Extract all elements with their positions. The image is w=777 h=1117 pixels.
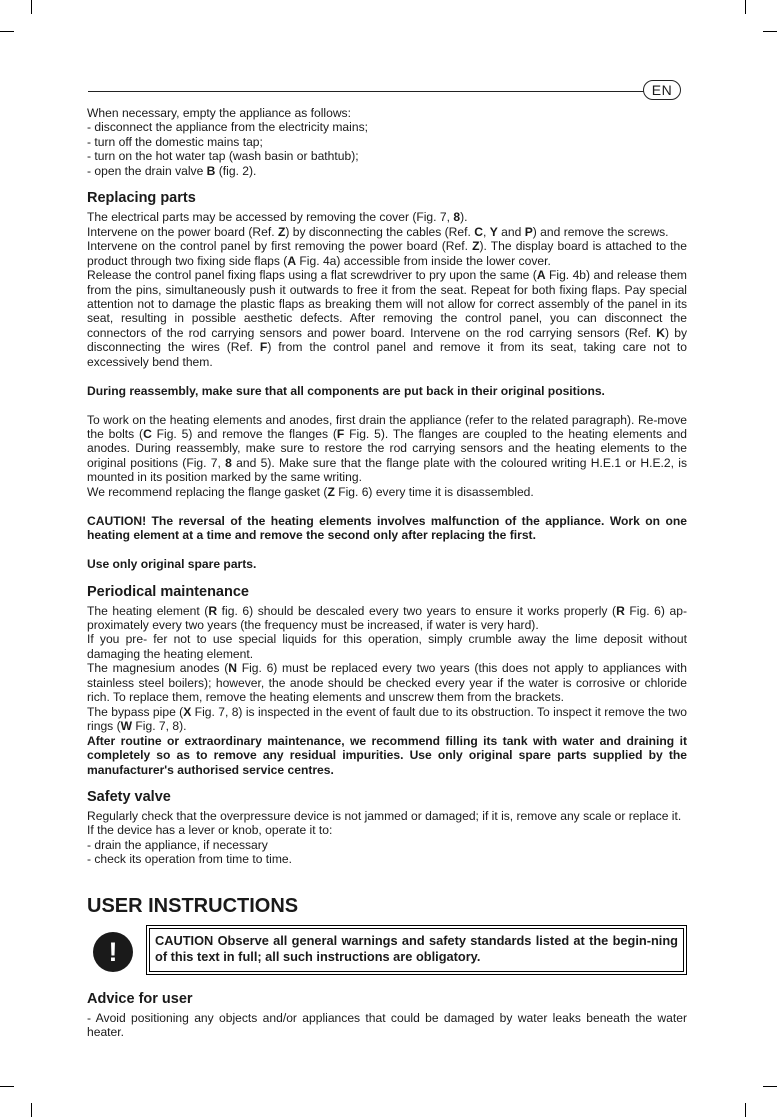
crop-mark: [0, 1086, 14, 1087]
list-item: - disconnect the appliance from the electricity mains;: [87, 120, 368, 135]
safety-valve-list: [87, 838, 687, 867]
crop-mark: [763, 1086, 777, 1087]
list-item: - turn on the hot water tap (wash basin or bathtub);: [87, 149, 359, 164]
user-instructions-title: USER INSTRUCTIONS: [87, 894, 299, 917]
section-heading-advice-for-user: Advice for user: [87, 990, 193, 1007]
caution-note: CAUTION! The reversal of the heating elements involves malfunction of the appliance. Work on one heating element at a time and remove the second only after replacing the first.: [87, 513, 687, 543]
reassembly-note: During reassembly, make sure that all components are put back in their original positions.: [87, 383, 605, 398]
language-badge: EN: [643, 80, 681, 100]
user-caution-block: [87, 925, 687, 979]
caution-text: CAUTION Observe all general warnings and safety standards listed at the begin-ning of this text in full; all such instructions are obligatory.: [149, 928, 684, 972]
spare-parts-note: Use only original spare parts.: [87, 557, 257, 572]
list-item: - turn off the domestic mains tap;: [87, 134, 263, 149]
maintenance-note: After routine or extraordinary maintenance, we recommend filling its tank with water and draining it completely so as to remove any residual impurities. Use only original spare parts supplied by the manufacturer's authorised service centres.: [87, 733, 687, 777]
section-heading-replacing-parts: Replacing parts: [87, 190, 196, 207]
list-item: - check its operation from time to time.: [87, 852, 292, 867]
drain-steps: [87, 120, 687, 178]
section-heading-safety-valve: Safety valve: [87, 788, 171, 805]
paragraph: The heating element (R fig. 6) should be descaled every two years to ensure it works properly (R Fig. 6) ap-proximately every two years (the frequency must be increased, if water is very hard).: [87, 603, 687, 632]
paragraph: The bypass pipe (X Fig. 7, 8) is inspected in the event of fault due to its obstruction. To inspect it remove the two rings (W Fig. 7, 8).: [87, 704, 687, 734]
page-content: [87, 106, 687, 1040]
paragraph: The electrical parts may be accessed by removing the cover (Fig. 7, 8).: [87, 210, 468, 225]
crop-mark: [745, 1103, 746, 1117]
paragraph: Intervene on the power board (Ref. Z) by disconnecting the cables (Ref. C, Y and P) and remove the screws.: [87, 224, 669, 239]
paragraph: If the device has a lever or knob, operate it to:: [87, 823, 333, 838]
drain-intro: When necessary, empty the appliance as follows:: [87, 106, 351, 120]
paragraph: Release the control panel fixing flaps using a flat screwdriver to pry upon the same (A Fig. 4b) and release them from the pins, simultaneously push it outwards to free it from the seat. Repeat for both fixing flaps. Pay special attention not to damage the plastic flaps as breaking them will not allow for correct assembly of the panel in its seat, resulting in possible aesthetic defects. After removing the control panel, you can disconnect the connectors of the rod carrying sensors and power board. Intervene on the rod carrying sensors (Ref. K) by disconnecting the wires (Ref. F) from the control panel and remove it from its seat, taking care not to excessively bend them.: [87, 268, 688, 369]
section-heading-periodical-maintenance: Periodical maintenance: [87, 583, 249, 600]
paragraph: Regularly check that the overpressure device is not jammed or damaged; if it is, remove any scale or replace it.: [87, 808, 682, 823]
paragraph: To work on the heating elements and anodes, first drain the appliance (refer to the related paragraph). Re-move the bolts (C Fig. 5) and remove the flanges (F Fig. 5). The flanges are coupled to the heating elements and anodes. During reassembly, make sure to restore the rod carrying sensors and the heating elements to the original positions (Fig. 7, 8 and 5). Make sure that the flange plate with the coloured writing H.E.1 or H.E.2, is mounted in its position marked by the same writing.: [87, 412, 687, 485]
crop-mark: [0, 31, 14, 32]
paragraph: - Avoid positioning any objects and/or appliances that could be damaged by water leaks beneath the water heater.: [87, 1010, 687, 1040]
list-item: - drain the appliance, if necessary: [87, 837, 268, 852]
header-rule: [88, 91, 644, 92]
crop-mark: [745, 0, 746, 14]
list-item: - open the drain valve B (fig. 2).: [87, 163, 257, 178]
paragraph: The magnesium anodes (N Fig. 6) must be replaced every two years (this does not apply to appliances with stainless steel boilers); however, the anode should be checked every year if the water is corrosive or chloride rich. To replace them, remove the heating elements and unscrew them from the brackets.: [87, 661, 687, 705]
exclamation-icon: !: [93, 932, 133, 972]
crop-mark: [31, 0, 32, 14]
caution-box: [146, 925, 687, 975]
paragraph: Intervene on the control panel by first removing the power board (Ref. Z). The display board is attached to the product through two fixing side flaps (A Fig. 4a) accessible from inside the lower cover.: [87, 239, 687, 268]
paragraph: We recommend replacing the flange gasket (Z Fig. 6) every time it is disassembled.: [87, 484, 534, 499]
crop-mark: [31, 1103, 32, 1117]
paragraph: If you pre- fer not to use special liquids for this operation, simply crumble away the lime deposit without damaging the heating element.: [87, 632, 687, 661]
crop-mark: [763, 31, 777, 32]
